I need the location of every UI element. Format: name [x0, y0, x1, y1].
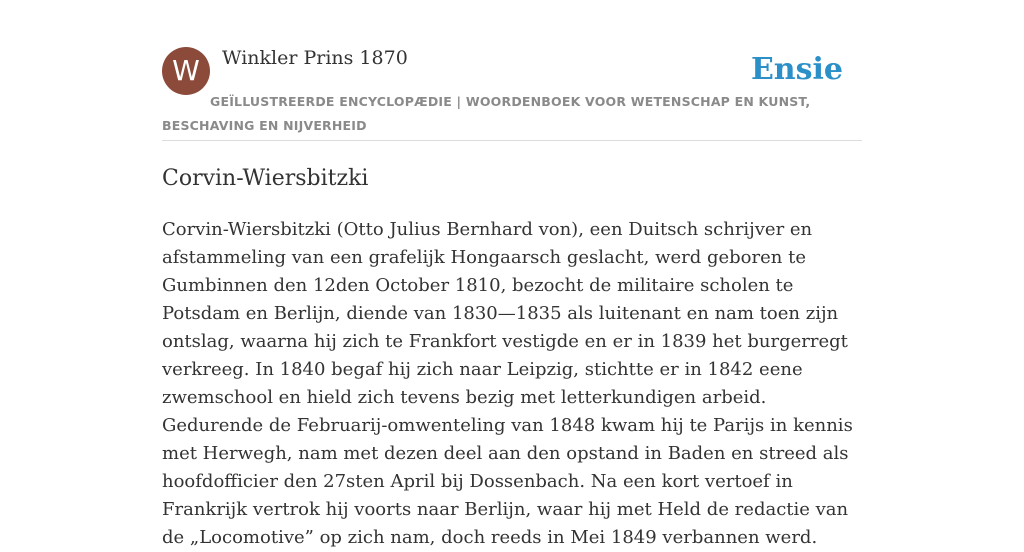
site-header — [162, 47, 862, 141]
source-avatar[interactable]: W — [162, 47, 210, 95]
article-title: Corvin-Wiersbitzki — [162, 166, 369, 191]
source-subtitle: GEÏLLUSTREERDE ENCYCLOPÆDIE | WOORDENBOEK VOOR WETENSCHAP EN KUNST, BESCHAVING EN NIJVERHEID — [162, 94, 811, 133]
source-title[interactable]: Winkler Prins 1870 — [222, 47, 408, 69]
article-body: Corvin-Wiersbitzki (Otto Julius Bernhard von), een Duitsch schrijver en afstammeling van een grafelijk Hongaarsch geslacht, werd geboren te Gumbinnen den 12den October 1810, bezocht de militaire scholen te Potsdam en Berlijn, diende van 1830—1835 als luitenant en nam toen zijn ontslag, waarna hij zich te Frankfort vestigde en er in 1839 het burgerregt verkreeg. In 1840 begaf hij zich naar Leipzig, stichtte er in 1842 eene zwemschool en hield zich tevens bezig met letterkundigen arbeid. Gedurende de Februarij-omwenteling van 1848 kwam hij te Parijs in kennis met Herwegh, nam met dezen deel aan den opstand in Baden en streed als hoofdofficier den 27sten April bij Dossenbach. Na een kort vertoef in Frankrijk vertrok hij voorts naar Berlijn, waar hij met Held de redactie van de „Locomotive” op zich nam, doch reeds in Mei 1849 verbannen werd. — [162, 219, 853, 548]
ensie-logo[interactable]: Ensie — [750, 52, 843, 87]
